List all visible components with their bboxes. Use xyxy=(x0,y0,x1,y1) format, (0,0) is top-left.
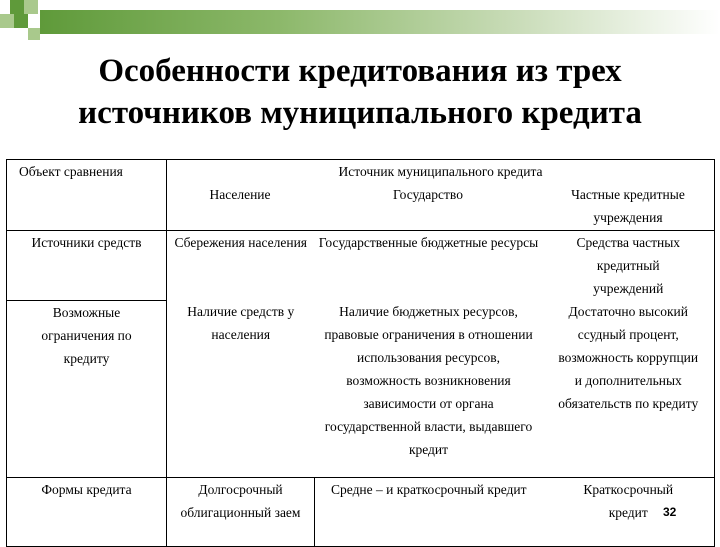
table-header-row xyxy=(7,160,715,231)
decor-square xyxy=(14,14,28,28)
table-cell xyxy=(315,477,543,546)
corner-header-text: Объект сравнения xyxy=(19,164,123,179)
title-gradient-bar xyxy=(40,10,720,34)
decor-square xyxy=(28,28,40,40)
table-row xyxy=(7,231,715,301)
cell-text: Возможные ограничения по кредиту xyxy=(41,304,132,366)
comparison-table xyxy=(6,159,715,547)
slide-title xyxy=(0,50,720,134)
cell-text: Средне – и краткосрочный кредит xyxy=(331,481,527,497)
row-label: Формы кредита xyxy=(7,477,167,546)
table-cell xyxy=(543,231,715,301)
title-line-1: Особенности кредитования из трех xyxy=(98,53,622,89)
cell-text: Средства частных кредитный учреждений xyxy=(576,235,681,296)
group-header-cell xyxy=(167,160,715,231)
cell-text: Краткосрочный кредит xyxy=(583,481,674,520)
row-label xyxy=(7,300,167,477)
column-header: Государство xyxy=(393,187,463,202)
title-line-2: источников муниципального кредита xyxy=(78,95,642,131)
table-cell: Государственные бюджетные ресурсы xyxy=(315,231,543,301)
table-cell xyxy=(167,477,315,546)
table-cell xyxy=(315,300,543,477)
corner-header xyxy=(7,160,167,231)
row-label: Источники средств xyxy=(7,231,167,301)
table-row xyxy=(7,300,715,477)
table-cell: Наличие средств у населения xyxy=(167,300,315,477)
group-header: Источник муниципального кредита xyxy=(338,164,543,179)
cell-text: Долгосрочный облигационный заем xyxy=(180,481,301,520)
slide-decoration xyxy=(0,0,720,48)
cell-text: Достаточно высокий ссудный процент, возможность коррупции и дополнительных обязательств по кредиту xyxy=(558,304,699,411)
column-header: Частные кредитные учреждения xyxy=(571,187,685,225)
decor-square xyxy=(10,0,24,14)
table-row xyxy=(7,477,715,546)
column-headers xyxy=(167,183,714,229)
decor-square xyxy=(0,14,14,28)
cell-text: Наличие бюджетных ресурсов, правовые ограничения в отношении использования ресурсов, возможность возникновения зависимости от органа государственной власти, выдавшего кредит xyxy=(324,304,533,457)
page-number: 32 xyxy=(663,505,677,519)
decor-square xyxy=(24,0,38,14)
table-cell xyxy=(543,300,715,477)
column-header: Население xyxy=(209,187,271,202)
table-cell: Сбережения населения xyxy=(167,231,315,301)
table-cell xyxy=(543,477,715,546)
